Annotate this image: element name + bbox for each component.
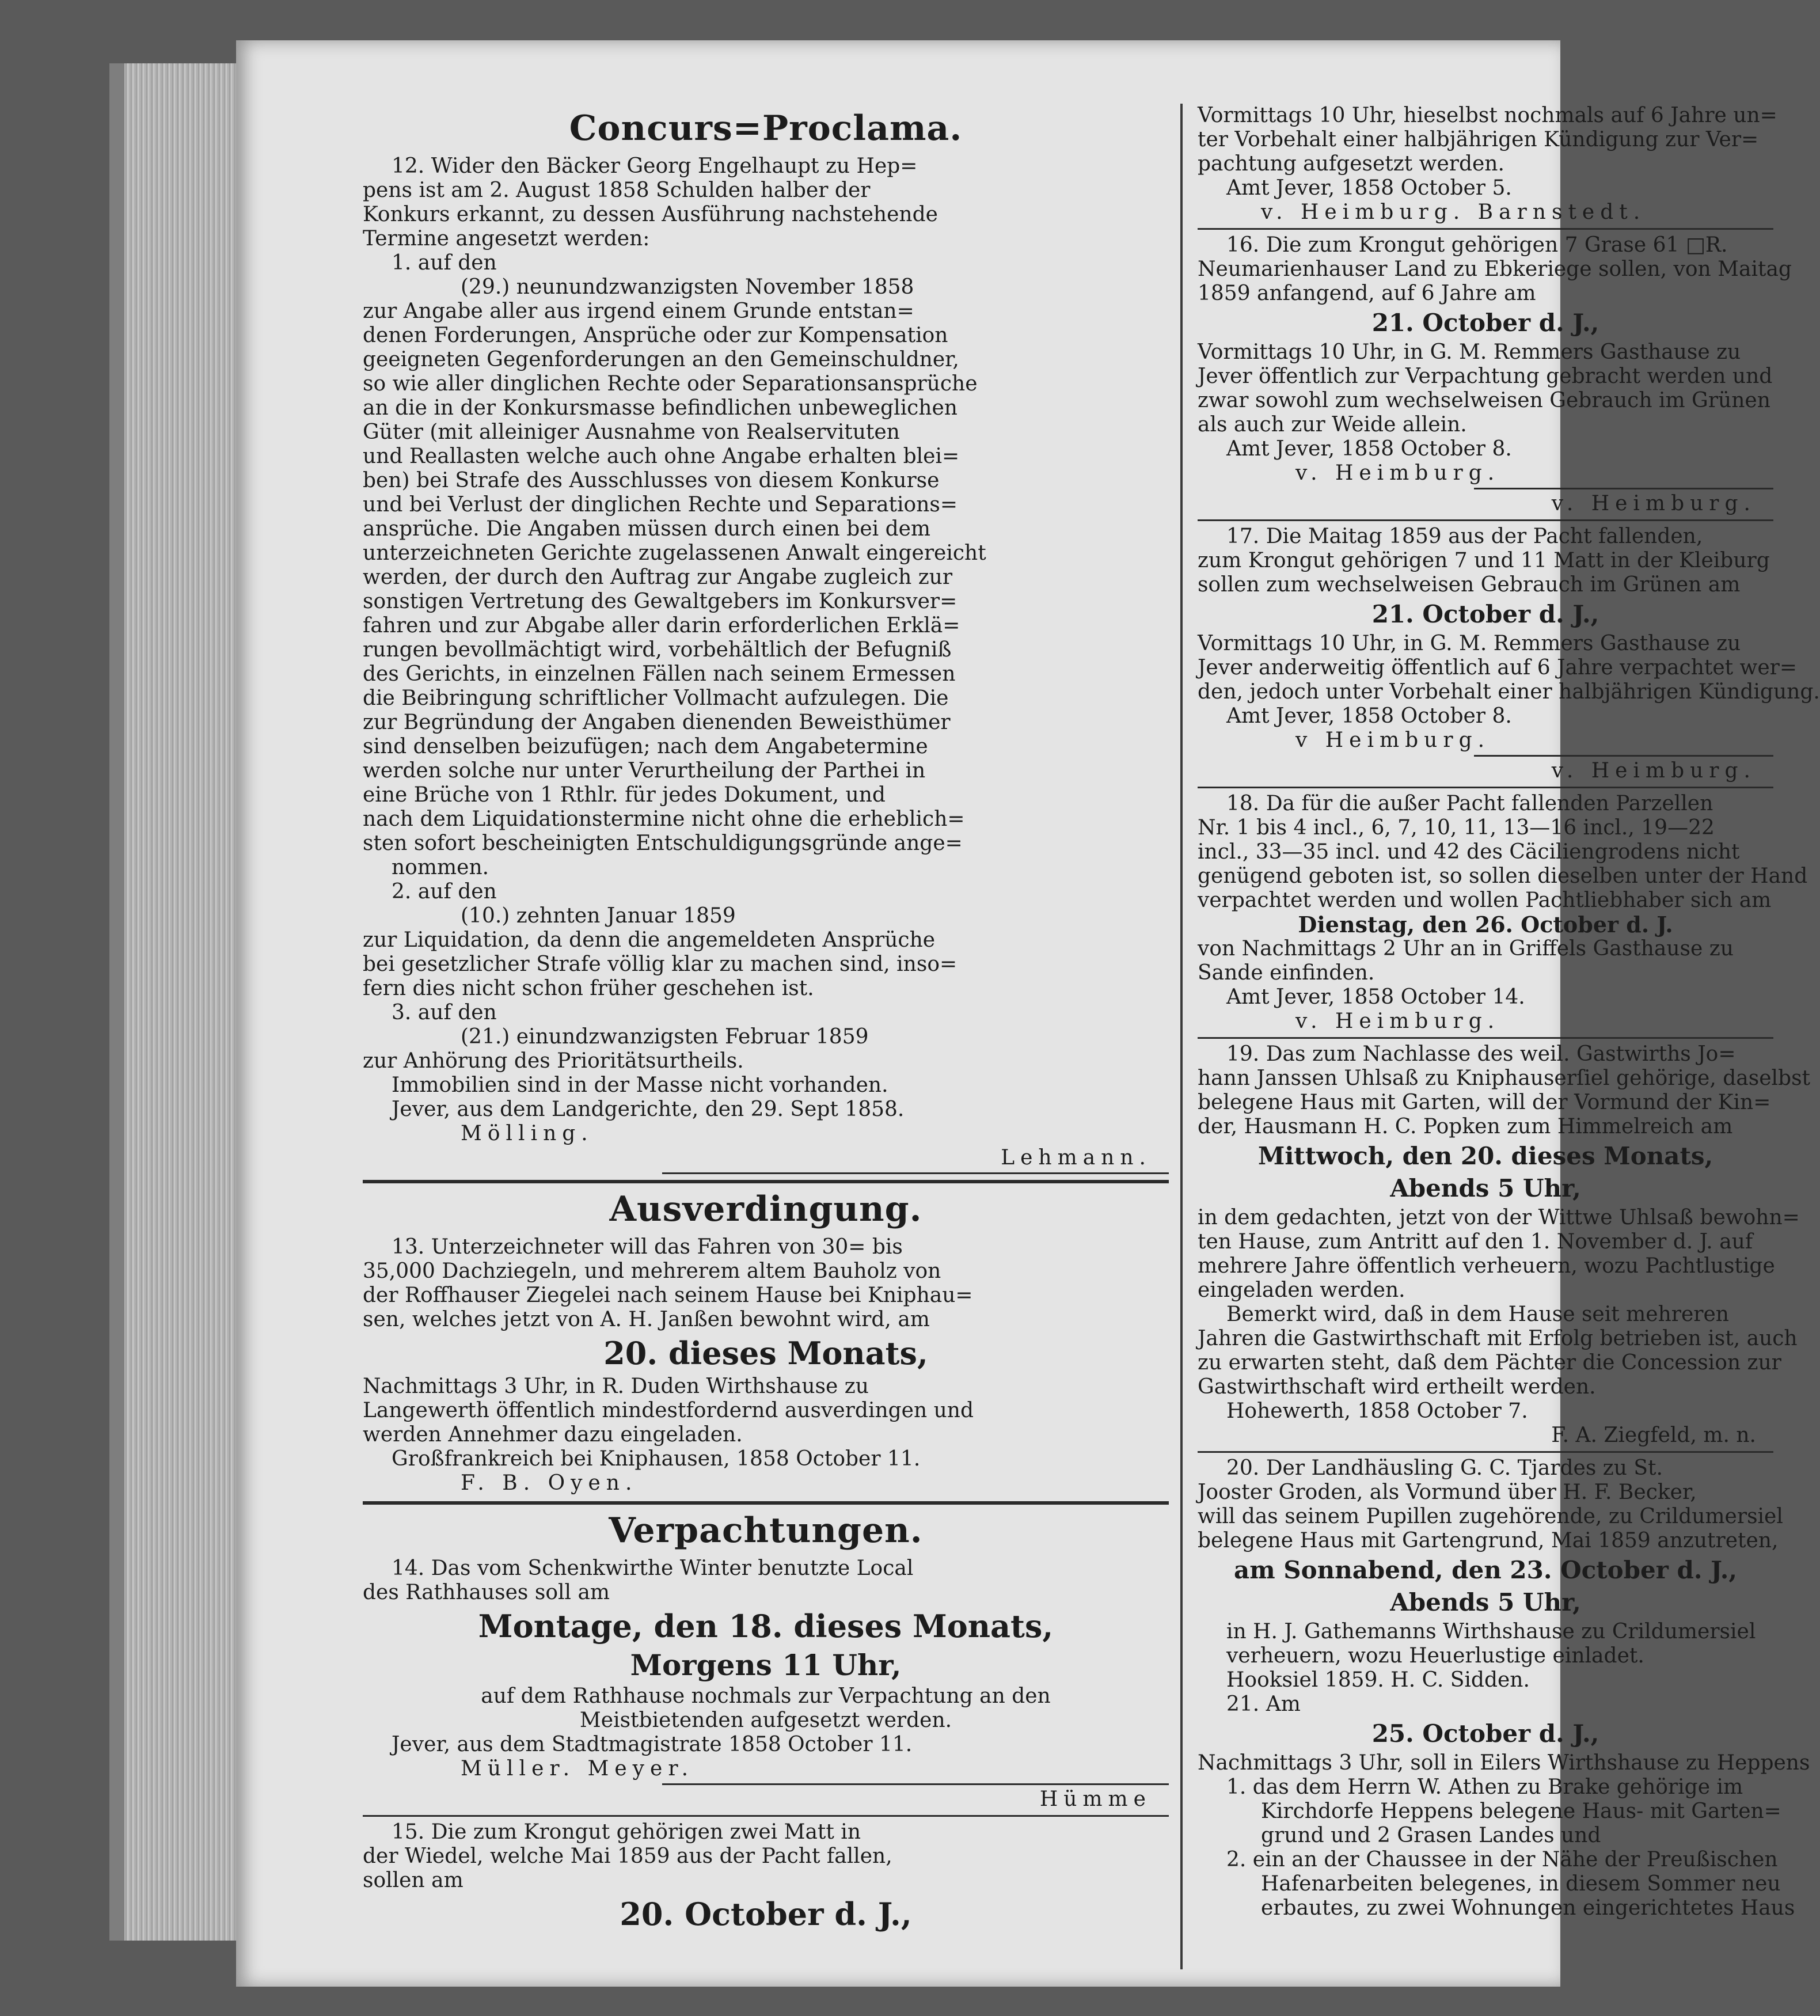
text-line: denen Forderungen, Ansprüche oder zur Kompensation (363, 324, 948, 347)
text-line: Amt Jever, 1858 October 5. (1226, 176, 1512, 200)
text-line: zum Krongut gehörigen 7 und 11 Matt in der Kleiburg (1198, 549, 1770, 572)
signature: v. Heimburg. (1295, 461, 1500, 485)
text-line: verpachtet werden und wollen Pachtliebhaber sich am (1198, 889, 1772, 912)
text-line: in H. J. Gathemanns Wirthshause zu Crildumersiel (1226, 1620, 1756, 1643)
text-line: belegene Haus mit Gartengrund, Mai 1859 anzutreten, (1198, 1529, 1779, 1552)
text-line: Amt Jever, 1858 October 8. (1226, 704, 1512, 728)
text-line: sind denselben beizufügen; nach dem Angabetermine (363, 735, 928, 758)
text-line: (29.) neunundzwanzigsten November 1858 (461, 275, 914, 299)
text-line: Vormittags 10 Uhr, hieselbst nochmals auf 6 Jahre un= (1198, 104, 1777, 127)
text-line: Jooster Groden, als Vormund über H. F. Becker, (1198, 1480, 1697, 1504)
text-line: 15. Die zum Krongut gehörigen zwei Matt in (392, 1820, 861, 1844)
text-line: des Rathhauses soll am (363, 1581, 610, 1604)
text-line: 12. Wider den Bäcker Georg Engelhaupt zu Hep= (392, 154, 918, 178)
signature: v. Heimburg. (1295, 1009, 1500, 1033)
notice-16 (1198, 233, 1792, 306)
verpachtungen-date: Montage, den 18. dieses Monats, (478, 1608, 1054, 1645)
signature: v. Heimburg. (1551, 759, 1756, 783)
text-line: 14. Das vom Schenkwirthe Winter benutzte Local (392, 1556, 914, 1580)
text-line: Nachmittags 3 Uhr, soll in Eilers Wirthshause zu Heppens (1198, 1751, 1810, 1775)
text-line: 3. auf den (392, 1001, 497, 1024)
notice-20-date: am Sonnabend, den 23. October d. J., (1234, 1556, 1737, 1584)
text-line: (10.) zehnten Januar 1859 (461, 904, 736, 928)
text-line: verheuern, wozu Heuerlustige einladet. (1226, 1644, 1644, 1668)
text-line: Jever, aus dem Landgerichte, den 29. Sept 1858. (392, 1098, 905, 1121)
text-line: Meistbietenden aufgesetzt werden. (579, 1709, 952, 1732)
signature: F. A. Ziegfeld, m. n. (1551, 1423, 1756, 1447)
text-line: 1. das dem Herrn W. Athen zu Brake gehörige im (1226, 1775, 1743, 1799)
text-line: hann Janssen Uhlsaß zu Kniphauserſiel gehörige, daselbst (1198, 1066, 1811, 1090)
text-line: an die in der Konkursmasse befindlichen unbeweglichen (363, 396, 958, 420)
verpachtungen-body-2 (363, 1684, 1169, 1757)
ausverdingung-signature: F. B. Oyen. (461, 1471, 638, 1495)
text-line: zwar sowohl zum wechselweisen Gebrauch im Grünen (1198, 389, 1770, 412)
verpachtungen-heading: Verpachtungen. (609, 1510, 923, 1551)
notice-17-body (1198, 632, 1820, 728)
text-line: als auch zur Weide allein. (1198, 413, 1467, 436)
notice-16-body (1198, 340, 1773, 461)
text-line: Amt Jever, 1858 October 8. (1226, 437, 1512, 461)
text-line: Nachmittags 3 Uhr, in R. Duden Wirthshause zu (363, 1375, 869, 1398)
text-line: zu erwarten steht, daß dem Pächter die Concession zur (1198, 1351, 1781, 1375)
text-line: den, jedoch unter Vorbehalt einer halbjährigen Kündigung. (1198, 680, 1820, 704)
text-line: ansprüche. Die Angaben müssen durch einen bei dem (363, 517, 931, 541)
text-line: Vormittags 10 Uhr, in G. M. Remmers Gasthause zu (1198, 340, 1741, 364)
text-line: will das seinem Pupillen zugehörende, zu Crildumersiel (1198, 1505, 1783, 1528)
verpachtungen-body (363, 1556, 1169, 1605)
text-line: nommen. (392, 856, 489, 879)
text-line: incl., 33—35 incl. und 42 des Cäciliengrodens nicht (1198, 840, 1740, 864)
text-line: zur Angabe aller aus irgend einem Grunde entstan= (363, 299, 914, 323)
text-line: (21.) einundzwanzigsten Februar 1859 (461, 1025, 869, 1049)
text-line: auf dem Rathhause nochmals zur Verpachtung an den (481, 1684, 1051, 1708)
left-column (363, 104, 1169, 1935)
text-line: Jahren die Gastwirthschaft mit Erfolg betrieben ist, auch (1198, 1327, 1798, 1350)
text-line: sonstigen Vertretung des Gewaltgebers im Konkursver= (363, 590, 958, 613)
text-line: genügend geboten ist, so sollen dieselben unter der Hand (1198, 864, 1808, 888)
rule (662, 1172, 1169, 1174)
text-line: ter Vorbehalt einer halbjährigen Kündigung zur Ver= (1198, 128, 1759, 151)
text-line: sollen zum wechselweisen Gebrauch im Grünen am (1198, 573, 1741, 597)
notice-17 (1198, 525, 1773, 597)
ausverdingung-heading: Ausverdingung. (609, 1189, 922, 1229)
text-line: mehrere Jahre öffentlich verheuern, wozu Pachtlustige (1198, 1254, 1775, 1278)
text-line: 20. Der Landhäusling G. C. Tjardes zu St. (1226, 1456, 1663, 1480)
signature: v. Heimburg. Barnstedt. (1261, 200, 1646, 224)
signature: v Heimburg. (1295, 728, 1491, 752)
notice-19 (1198, 1042, 1811, 1139)
notice-17-date: 21. October d. J., (1371, 600, 1599, 628)
verpachtungen-time: Morgens 11 Uhr, (630, 1648, 902, 1682)
notice-18 (1198, 792, 1808, 913)
text-line: zur Begründung der Angaben dienenden Beweisthümer (363, 711, 951, 734)
text-line: bei gesetzlicher Strafe völlig klar zu machen sind, inso= (363, 952, 958, 976)
text-line: fahren und zur Abgabe aller darin erforderlichen Erklä= (363, 614, 960, 637)
text-line: Gastwirthschaft wird ertheilt werden. (1198, 1375, 1596, 1399)
text-line: Jever, aus dem Stadtmagistrate 1858 October 11. (392, 1733, 913, 1756)
section-rule (363, 1501, 1169, 1505)
text-line: Hohewerth, 1858 October 7. (1226, 1399, 1528, 1423)
notice-20 (1198, 1456, 1783, 1553)
notice-21-date: 25. October d. J., (1371, 1719, 1599, 1748)
text-line: und bei Verlust der dinglichen Rechte und Separations= (363, 493, 958, 517)
text-line: Neumarienhauser Land zu Ebkeriege sollen, von Maitag (1198, 257, 1792, 281)
section-rule (363, 1180, 1169, 1183)
text-line: erbautes, zu zwei Wohnungen eingerichtetes Haus (1261, 1896, 1795, 1920)
notice-18-body (1198, 937, 1773, 1009)
text-line: und Reallasten welche auch ohne Angabe erhalten blei= (363, 445, 960, 468)
text-line: 1859 anfangend, auf 6 Jahre am (1198, 282, 1536, 305)
text-line: der Wiedel, welche Mai 1859 aus der Pacht fallen, (363, 1844, 892, 1868)
text-line: Vormittags 10 Uhr, in G. M. Remmers Gasthause zu (1198, 632, 1741, 655)
text-line: des Gerichts, in einzelnen Fällen nach seinem Ermessen (363, 662, 956, 686)
signature: v. Heimburg. (1551, 492, 1756, 515)
text-line: Hafenarbeiten belegenes, in diesem Sommer neu (1261, 1872, 1781, 1896)
text-line: werden Annehmer dazu eingeladen. (363, 1423, 743, 1446)
text-line: Sande einfinden. (1198, 961, 1375, 985)
verpachtungen-section (363, 1510, 1169, 1933)
text-line: geeigneten Gegenforderungen an den Gemeinschuldner, (363, 348, 959, 371)
text-line: 13. Unterzeichneter will das Fahren von 30= bis (392, 1235, 903, 1259)
column-divider (1180, 104, 1183, 1969)
ausverdingung-date: 20. dieses Monats, (603, 1335, 928, 1372)
text-line: pens ist am 2. August 1858 Schulden halber der (363, 179, 871, 202)
text-line: pachtung aufgesetzt werden. (1198, 152, 1504, 176)
concurs-signature-2: Lehmann. (1001, 1146, 1152, 1170)
text-line: 18. Da für die außer Pacht fallenden Parzellen (1226, 792, 1713, 815)
text-line: rungen bevollmächtigt wird, vorbehältlich der Befugniß (363, 638, 952, 662)
text-line: zur Anhörung des Prioritätsurtheils. (363, 1049, 744, 1073)
rule (662, 1783, 1169, 1785)
text-line: sen, welches jetzt von A. H. Janßen bewohnt wird, am (363, 1308, 930, 1331)
ausverdingung-section (363, 1189, 1169, 1505)
text-line: 19. Das zum Nachlasse des weil. Gastwirths Jo= (1226, 1042, 1736, 1066)
newspaper-page (236, 40, 1820, 1987)
notice-18-date: Dienstag, den 26. October d. J. (1298, 912, 1673, 937)
text-line: so wie aller dinglichen Rechte oder Separationsansprüche (363, 372, 978, 396)
text-line: in dem gedachten, jetzt von der Wittwe Uhlsaß bewohn= (1198, 1206, 1800, 1229)
rule (363, 1815, 1169, 1817)
text-line: 17. Die Maitag 1859 aus der Pacht fallenden, (1226, 525, 1703, 548)
text-line: nach dem Liquidationstermine nicht ohne die erheblich= (363, 807, 965, 831)
text-line: die Beibringung schriftlicher Vollmacht aufzulegen. Die (363, 686, 949, 710)
concurs-signature-1: Mölling. (461, 1122, 594, 1145)
concurs-section (363, 108, 1169, 1183)
text-line: Jever öffentlich zur Verpachtung gebracht werden und (1198, 365, 1773, 388)
text-line: Amt Jever, 1858 October 14. (1226, 985, 1525, 1009)
text-line: Konkurs erkannt, zu dessen Ausführung nachstehende (363, 203, 938, 226)
text-line: belegene Haus mit Garten, will der Vormund der Kin= (1198, 1091, 1771, 1114)
text-line: sten sofort bescheinigten Entschuldigungsgründe ange= (363, 832, 963, 855)
verpachtungen-date-2: 20. October d. J., (620, 1896, 912, 1933)
text-line: 21. Am (1226, 1692, 1301, 1716)
verpachtungen-body-3 (363, 1820, 1169, 1893)
notice-19-date: Mittwoch, den 20. dieses Monats, (1257, 1142, 1713, 1170)
rule (1198, 1037, 1773, 1039)
text-line: fern dies nicht schon früher geschehen ist. (363, 977, 814, 1000)
text-line: werden, der durch den Auftrag zur Angabe zugleich zur (363, 565, 953, 589)
rule (1198, 1451, 1773, 1453)
text-line: Großfrankreich bei Kniphausen, 1858 October 11. (392, 1447, 921, 1471)
text-line: Hooksiel 1859. H. C. Sidden. (1226, 1668, 1530, 1692)
concurs-body (363, 154, 1169, 1122)
notice-16-date: 21. October d. J., (1371, 309, 1599, 337)
text-line: ten Hause, zum Antritt auf den 1. November d. J. auf (1198, 1230, 1753, 1254)
text-line: unterzeichneten Gerichte zugelassenen Anwalt eingereicht (363, 541, 986, 565)
text-line: Nr. 1 bis 4 incl., 6, 7, 10, 11, 13—16 incl., 19—22 (1198, 816, 1715, 840)
text-line: Kirchdorfe Heppens belegene Haus- mit Garten= (1261, 1799, 1781, 1823)
notice-20-time: Abends 5 Uhr, (1390, 1588, 1581, 1616)
ausverdingung-body (363, 1235, 1169, 1332)
concurs-heading: Concurs=Proclama. (569, 108, 963, 149)
text-line: eingeladen werden. (1198, 1278, 1405, 1302)
text-line: eine Brüche von 1 Rthlr. für jedes Dokument, und (363, 783, 886, 807)
text-line: werden solche nur unter Verurtheilung der Parthei in (363, 759, 926, 783)
text-line: grund und 2 Grasen Landes und (1261, 1824, 1601, 1847)
notice-19-time: Abends 5 Uhr, (1390, 1174, 1581, 1202)
text-line: Bemerkt wird, daß in dem Hause seit mehreren (1226, 1303, 1729, 1326)
verpachtungen-signature-2: Hümme (1039, 1787, 1152, 1811)
rule (1198, 228, 1773, 230)
text-line: Langewerth öffentlich mindestfordernd ausverdingen und (363, 1399, 974, 1422)
text-line: Jever anderweitig öffentlich auf 6 Jahre verpachtet wer= (1198, 656, 1798, 679)
notice-15-continued (1198, 104, 1777, 200)
text-line: von Nachmittags 2 Uhr an in Griffels Gasthause zu (1198, 937, 1734, 960)
rule (1474, 755, 1773, 757)
rule (1198, 787, 1773, 788)
notice-21-body (1198, 1751, 1810, 1920)
text-line: 16. Die zum Krongut gehörigen 7 Grase 61 □R. (1226, 233, 1728, 257)
text-line: 2. auf den (392, 880, 497, 903)
book-edge (109, 63, 240, 1941)
notice-20-body (1198, 1620, 1773, 1717)
ausverdingung-body-2 (363, 1375, 1169, 1471)
text-line: 2. ein an der Chaussee in der Nähe der Preußischen (1226, 1848, 1778, 1871)
text-line: 35,000 Dachziegeln, und mehrerem altem Bauholz von (363, 1259, 941, 1283)
notice-19-body (1198, 1206, 1800, 1423)
text-line: sollen am (363, 1869, 463, 1892)
text-line: der Roffhauser Ziegelei nach seinem Hause bei Kniphau= (363, 1284, 973, 1307)
text-line: der, Hausmann H. C. Popken zum Himmelreich am (1198, 1115, 1733, 1138)
text-line: Termine angesetzt werden: (363, 227, 650, 250)
text-line: Güter (mit alleiniger Ausnahme von Realservituten (363, 420, 900, 444)
text-line: ben) bei Strafe des Ausschlusses von diesem Konkurse (363, 469, 940, 492)
rule (1198, 519, 1773, 521)
text-line: Immobilien sind in der Masse nicht vorhanden. (392, 1073, 888, 1097)
text-line: 1. auf den (392, 251, 497, 275)
rule (1474, 488, 1773, 489)
text-line: zur Liquidation, da denn die angemeldeten Ansprüche (363, 928, 936, 952)
verpachtungen-signature-1: Müller. Meyer. (461, 1757, 694, 1780)
right-column (1198, 104, 1820, 1920)
